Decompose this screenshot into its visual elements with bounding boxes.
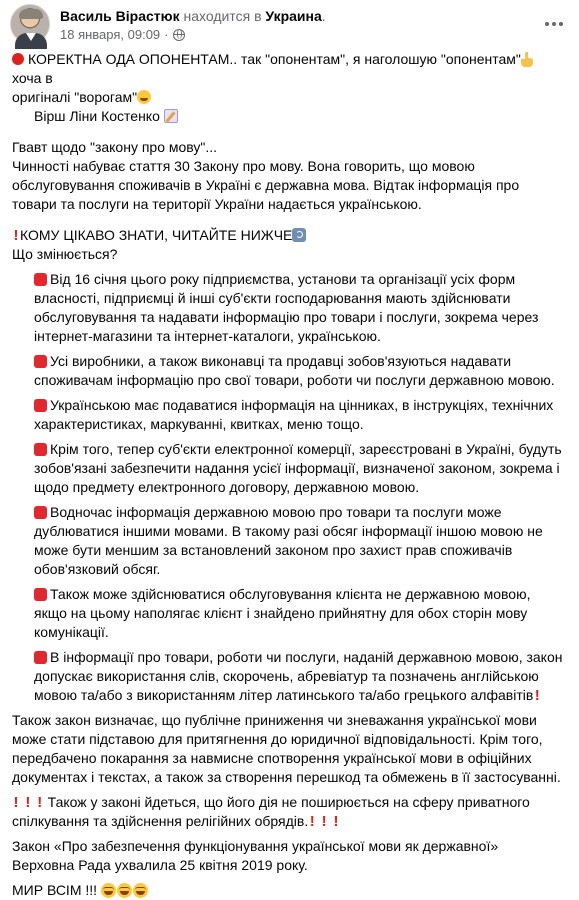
arrows-icon — [292, 228, 306, 242]
laughing-face-icon — [117, 883, 132, 898]
spacer — [12, 126, 564, 138]
closing-paragraph — [12, 881, 564, 900]
point-text: Водночас інформація державною мовою про товари та послуги може дублюватися іншими мовами. В такому разі обсяг інформації іншою мовою не може бути меншим за встановлений законом про захист прав споживачів обов'язковий обсяг. — [34, 504, 543, 577]
author-name[interactable]: Василь Вірастюк — [60, 8, 180, 24]
verse-credit: Вірш Ліни Костенко — [34, 108, 160, 124]
more-options-icon[interactable] — [542, 12, 566, 36]
intro-1: Гвавт щодо "закону про мову"... — [12, 139, 218, 155]
title-line-1-tail: хоча в — [12, 70, 53, 86]
humiliation-paragraph: Також закон визначає, що публічне приниження чи зневажання української мови може стати підставою для притягнення до юридичної відповідальності. Крім того, передбачено покарання за навмисне спотворення української мови в офіційних документах і текстах, а також за створення перешкод та обмежень в її застосуванні. — [12, 712, 561, 785]
meta-separator: · — [164, 27, 169, 42]
post-timestamp[interactable]: 18 января, 09:09 — [60, 27, 161, 42]
globe-icon[interactable] — [173, 29, 185, 41]
author-avatar[interactable] — [10, 4, 50, 44]
memo-icon — [164, 109, 178, 123]
who-heading-paragraph — [12, 226, 564, 245]
point-text: Українською має подаватися інформація на цінниках, в інструкціях, технічних характеристиках, маркуванні, квитках, меню тощо. — [34, 397, 554, 432]
post-body — [12, 50, 564, 900]
what-changes: Що змінюється? — [12, 246, 118, 262]
exclamation-icon: ! — [321, 813, 327, 830]
laughing-face-icon — [101, 883, 116, 898]
post-meta — [60, 27, 185, 42]
point-text: В інформації про товари, роботи чи послуги, наданій державною мовою, закон допускає використання слів, скорочень, абревіатур та позначень англійською мовою та/або з використанням літер латинського та/або грецького алфавітів — [34, 649, 563, 703]
location-suffix: . — [321, 8, 326, 24]
point-text: Також може здійснюватися обслуговування клієнта не державною мовою, якщо на цьому наполягає клієнт і знайдено прийнятну для обох сторін мову комунікації. — [34, 586, 531, 640]
laughing-face-icon — [133, 883, 148, 898]
avatar-hair — [19, 9, 43, 19]
law-name: Закон «Про забезпечення функціонування української мови як державної» Верховна Рада ухвалила 25 квітня 2019 року. — [12, 838, 499, 873]
dot — [559, 22, 563, 26]
intro-2: Чинності набуває стаття 30 Закону про мову. Вона говорить, що мовою обслуговування споживачів в Україні є державна мова. Відтак інформація про товари та послуги на території України надається українською. — [12, 158, 520, 212]
point-5 — [12, 503, 564, 579]
worried-face-icon — [137, 90, 151, 104]
red-square-icon — [34, 588, 47, 601]
exclamation-icon: ! — [13, 794, 19, 811]
point-text: Від 16 січня цього року підприємства, установи та організації усіх форм власності, підприємці й інші суб'єкти господарювання мають здійснювати обслуговування та надавати інформацію про товари і послуги, зокрема через інтернет-магазини та інтернет-каталоги, українською. — [34, 271, 539, 344]
private-note-paragraph — [12, 793, 564, 831]
point-2 — [12, 352, 564, 390]
dot — [552, 22, 556, 26]
red-square-icon — [34, 355, 47, 368]
point-3 — [12, 396, 564, 434]
title-paragraph — [12, 50, 564, 126]
point-6 — [12, 585, 564, 642]
exclamation-icon: ! — [37, 794, 43, 811]
post-header — [10, 4, 570, 44]
red-square-icon — [34, 399, 47, 412]
exclamation-icon: ! — [309, 813, 315, 830]
title-line-2: оригіналі "ворогам" — [12, 89, 138, 105]
point-7 — [12, 648, 564, 705]
exclamation-icon: ! — [333, 813, 339, 830]
exclamation-icon: ! — [534, 687, 540, 704]
point-4 — [12, 440, 564, 497]
dot — [545, 22, 549, 26]
spacer — [12, 214, 564, 226]
red-square-icon — [34, 443, 47, 456]
pointing-hand-icon — [521, 52, 533, 67]
red-square-icon — [34, 651, 47, 664]
point-text: Усі виробники, а також виконавці та продавці зобов'язуються надавати споживачам інформацію про свої товари, роботи чи послуги державною мовою. — [34, 353, 555, 388]
exclamation-icon: ! — [13, 227, 19, 244]
private-note: Також у законі йдеться, що його дія не поширюється на сферу приватного спілкування та здійснення релігійних обрядів. — [12, 794, 530, 829]
exclamation-icon: ! — [25, 794, 31, 811]
author-line — [60, 8, 326, 24]
who-heading: КОМУ ЦІКАВО ЗНАТИ, ЧИТАЙТЕ НИЖЧЕ — [20, 227, 293, 243]
red-square-icon — [34, 506, 47, 519]
red-circle-icon — [12, 53, 24, 65]
red-square-icon — [34, 273, 47, 286]
point-1 — [12, 270, 564, 346]
closing-text: МИР ВСІМ !!! — [12, 882, 98, 898]
location-prefix: находится в — [183, 8, 262, 24]
location-link[interactable]: Украина — [265, 8, 322, 24]
point-text: Крім того, тепер суб'єкти електронної комерції, зареєстровані в Україні, будуть зобов'язані забезпечити надання усієї інформації, визначеної законом, зокрема і щодо предмету електронного договору, державною мовою. — [34, 441, 562, 495]
title-line-1: КОРЕКТНА ОДА ОПОНЕНТАМ.. так "опонентам", я наголошую "опонентам" — [28, 51, 521, 67]
